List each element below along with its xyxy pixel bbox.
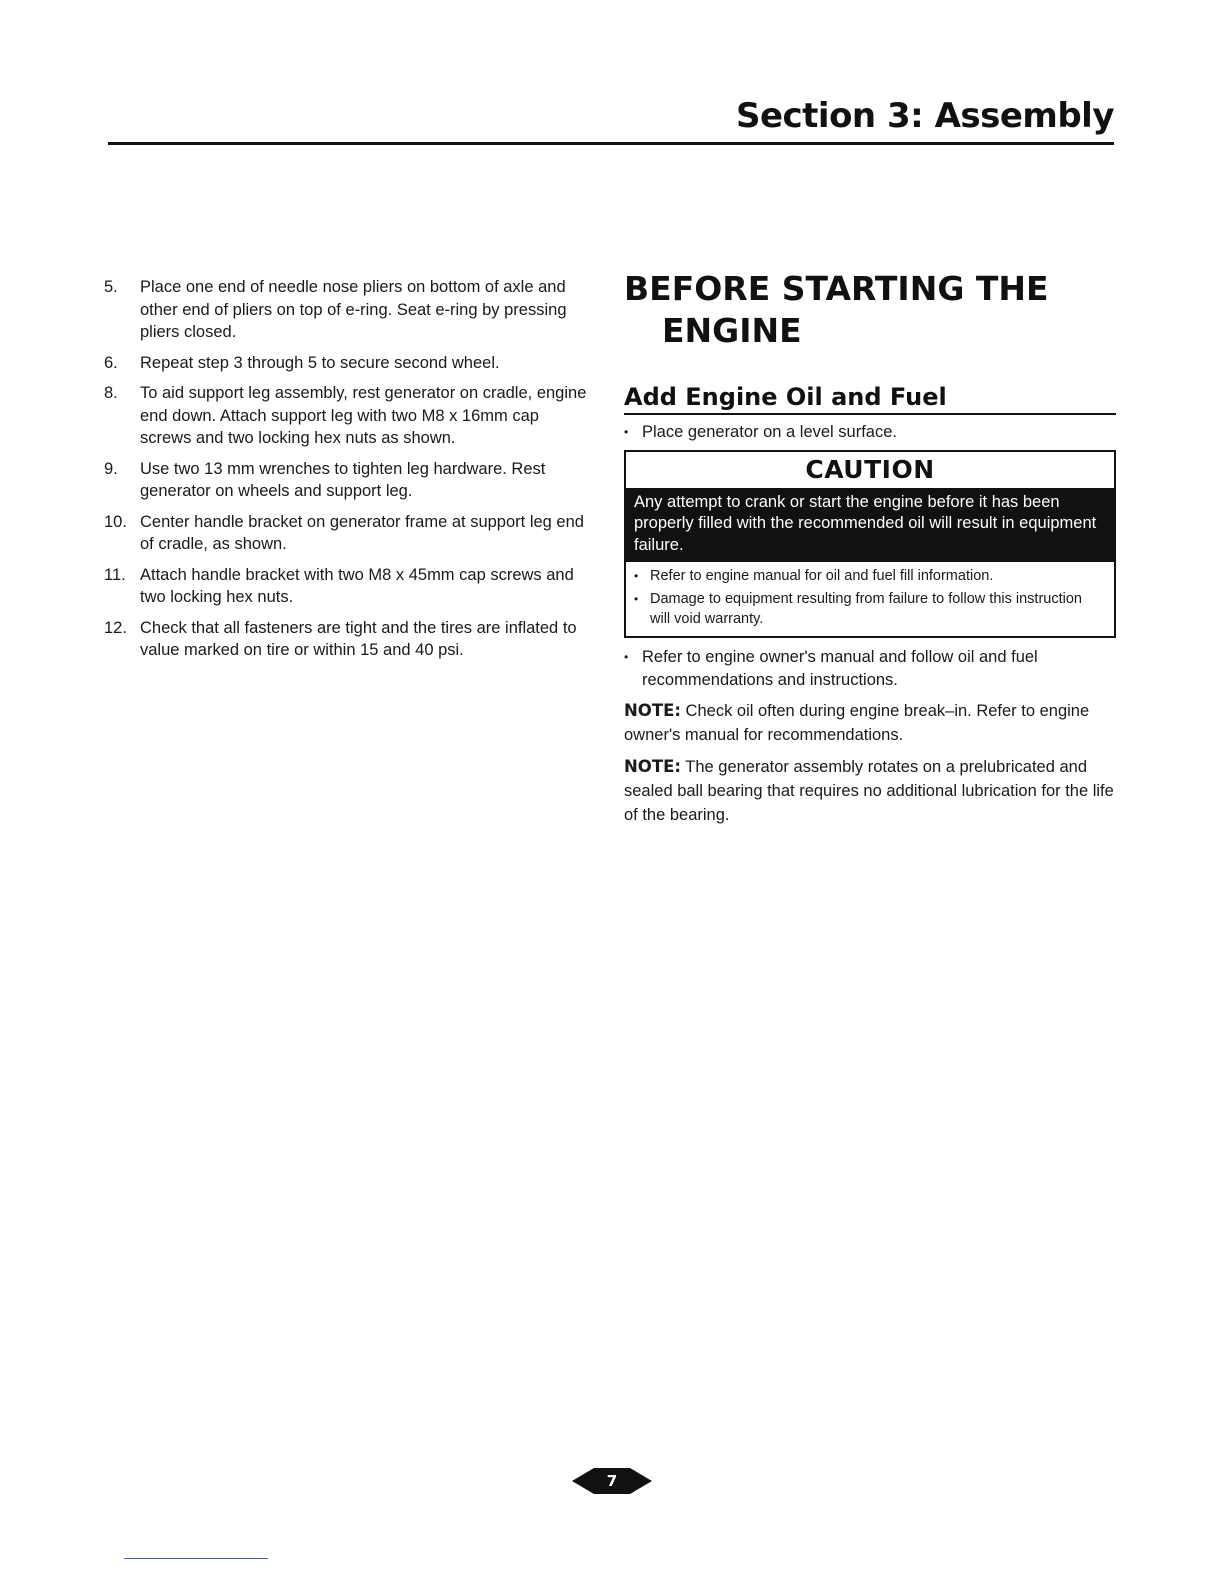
main-heading-line1: BEFORE STARTING THE [624,269,1049,308]
caution-warning: Any attempt to crank or start the engine before it has been properly filled with the recommended oil will result in equipment failure. [626,488,1114,563]
caution-notes [626,562,1114,636]
note-label: NOTE: [624,757,681,776]
step-number: 9. [104,459,118,478]
bullet-icon: • [634,592,639,606]
page-number-badge [572,1466,652,1496]
caution-note-item [634,589,1106,629]
note-text: Check oil often during engine break–in. Refer to engine owner's manual for recommendations. [624,702,1090,744]
assembly-steps-list [104,276,594,662]
step-text: Check that all fasteners are tight and the tires are inflated to value marked on tire or within 15 and 40 psi. [140,618,577,659]
step-text: To aid support leg assembly, rest generator on cradle, engine end down. Attach support leg with two M8 x 16mm cap screws and two locking hex nuts as shown. [140,384,587,447]
note-paragraph [624,755,1116,827]
step-number: 12. [104,618,127,637]
step-text: Use two 13 mm wrenches to tighten leg hardware. Rest generator on wheels and support leg. [140,459,546,500]
bullet-text: Refer to engine owner's manual and follow oil and fuel recommendations and instructions. [642,648,1038,689]
section-title: Section 3: Assembly [735,96,1114,136]
caution-note-item [634,566,1106,586]
step-item [104,458,594,503]
caution-note-text: Refer to engine manual for oil and fuel fill information. [650,568,994,584]
bullet-text: Place generator on a level surface. [642,423,897,441]
caution-note-text: Damage to equipment resulting from failure to follow this instruction will void warranty. [650,591,1082,627]
bullet-icon: • [634,569,639,583]
step-item [104,276,594,344]
step-item [104,564,594,609]
header-divider [108,142,1114,145]
step-number: 6. [104,353,118,372]
bullet-item [624,646,1116,691]
subsection-heading: Add Engine Oil and Fuel [624,382,1116,415]
step-item [104,617,594,662]
step-text: Attach handle bracket with two M8 x 45mm cap screws and two locking hex nuts. [140,565,574,606]
step-text: Repeat step 3 through 5 to secure second wheel. [140,353,500,372]
page-number: 7 [606,1472,618,1490]
step-number: 11. [104,565,126,584]
step-item [104,382,594,450]
step-text: Center handle bracket on generator frame at support leg end of cradle, as shown. [140,512,584,553]
footer-divider [124,1558,268,1559]
bullet-icon: • [624,650,629,664]
bullet-icon: • [624,425,629,439]
step-text: Place one end of needle nose pliers on bottom of axle and other end of pliers on top of e-ring. Seat e-ring by pressing pliers closed. [140,278,567,341]
note-label: NOTE: [624,701,681,720]
step-number: 5. [104,278,118,296]
step-number: 10. [104,512,127,531]
main-heading-line2: ENGINE [662,311,802,350]
bullet-item [624,421,1116,444]
step-number: 8. [104,384,118,402]
before-starting-column [624,268,1116,827]
step-item [104,352,594,375]
step-item [104,511,594,556]
caution-box [624,450,1116,639]
note-paragraph [624,699,1116,747]
note-text: The generator assembly rotates on a prelubricated and sealed ball bearing that requires no additional lubrication for the life of the bearing. [624,758,1114,824]
main-heading [624,268,1116,352]
assembly-steps-column [104,276,594,670]
caution-title: CAUTION [805,454,935,484]
